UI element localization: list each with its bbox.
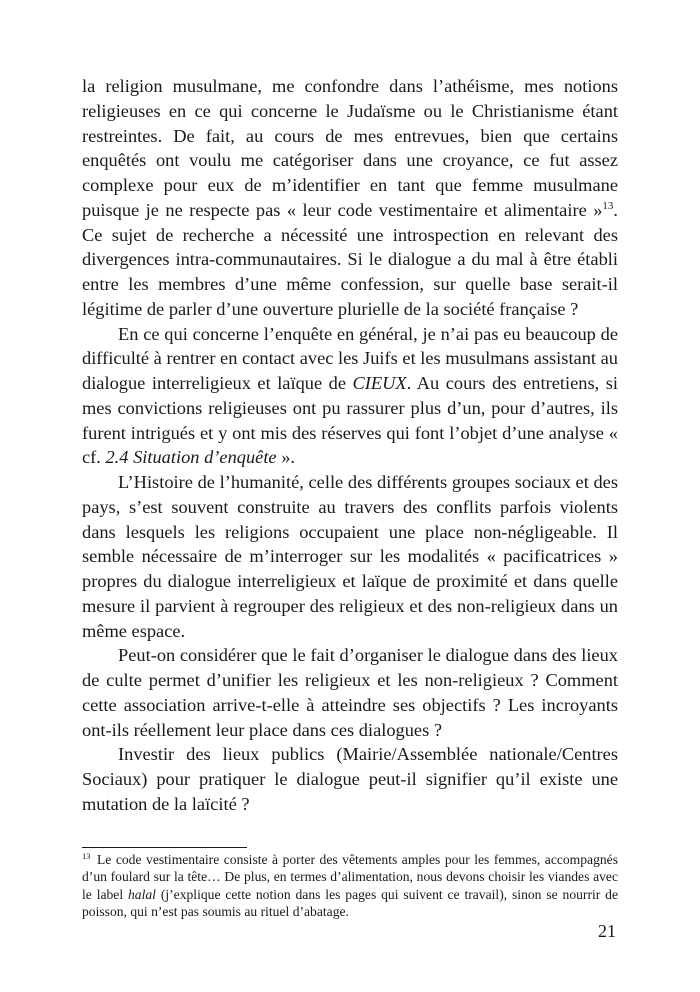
paragraph-2 — [82, 322, 618, 471]
paragraph-2-text-a: En ce qui concerne l’enquête en général, je n’ai pas eu beaucoup de difficulté à rentrer en contact avec les Juifs et les musulmans assistant au dialogue interreligieux et laïque de — [82, 323, 618, 393]
paragraph-2-text-b: . Au cours des entretiens, si mes convictions religieuses ont pu rassurer plus d’un, pour d’autres, ils furent intrigués et y ont mis des réserves qui font l’objet d’une analyse « cf. — [82, 373, 618, 468]
footnote-separator — [82, 847, 247, 848]
paragraph-3 — [82, 470, 618, 643]
paragraph-4 — [82, 643, 618, 742]
footnote-text-a: Le code vestimentaire consiste à porter des vêtements amples pour les femmes, accompagnés d’un foulard sur la tête… De plus, en termes d’alimentation, nous devons choisir les viandes avec le label — [82, 852, 618, 902]
paragraph-1-text-b: . Ce sujet de recherche a nécessité une introspection en relevant des divergences intra-communautaires. Si le dialogue a du mal à être établi entre les membres d’une même confession, sur quelle base serait-il légitime de parler d’une ouverture plurielle de la société française ? — [82, 199, 618, 319]
paragraph-3-text: L’Histoire de l’humanité, celle des différents groupes sociaux et des pays, s’est souvent construite au travers des conflits parfois violents dans lesquels les religions occupaient une place non-négligeable. Il semble nécessaire de m’interroger sur les modalités « pacificatrices » propres du dialogue interreligieux et laïque de proximité et dans quelle mesure il parvient à regrouper des religieux et des non-religieux dans un même espace. — [82, 472, 618, 641]
footnote-13 — [82, 851, 618, 921]
footnote-number: 13 — [82, 851, 91, 861]
page-number: 21 — [598, 921, 616, 941]
paragraph-5-text: Investir des lieux publics (Mairie/Assemblée nationale/Centres Sociaux) pour pratiquer le dialogue peut-il signifier qu’il existe une mutation de la laïcité ? — [82, 744, 618, 814]
paragraph-2-italic-section-ref: 2.4 Situation d’enquête — [105, 447, 277, 468]
paragraph-2-text-c: ». — [276, 447, 295, 468]
paragraph-2-italic-cieux: CIEUX — [352, 373, 407, 393]
footnote-text-b: (j’explique cette notion dans les pages qui suivent ce travail), sinon se nourrir de poisson, qui n’est pas soumis au rituel d’abatage. — [82, 886, 618, 920]
footnote-italic-halal: halal — [128, 886, 156, 902]
paragraph-5 — [82, 742, 618, 816]
page-body — [82, 74, 618, 817]
paragraph-4-text: Peut-on considérer que le fait d’organiser le dialogue dans des lieux de culte permet d’unifier les religieux et les non-religieux ? Comment cette association arrive-t-elle à atteindre ses objectifs ? Les incroyants ont-ils réellement leur place dans ces dialogues ? — [82, 645, 618, 740]
paragraph-1-text-a: la religion musulmane, me confondre dans l’athéisme, mes notions religieuses en ce qui concerne le Judaïsme ou le Christianisme étant restreintes. De fait, au cours de mes entrevues, bien que certains enquêtés ont voulu me catégoriser dans une croyance, ce fut assez complexe pour eux de m’identifier en tant que femme musulmane puisque je ne respecte pas « leur code vestimentaire et alimentaire » — [82, 76, 618, 220]
footnote-reference-13[interactable]: 13 — [602, 199, 614, 212]
paragraph-1 — [82, 74, 618, 322]
